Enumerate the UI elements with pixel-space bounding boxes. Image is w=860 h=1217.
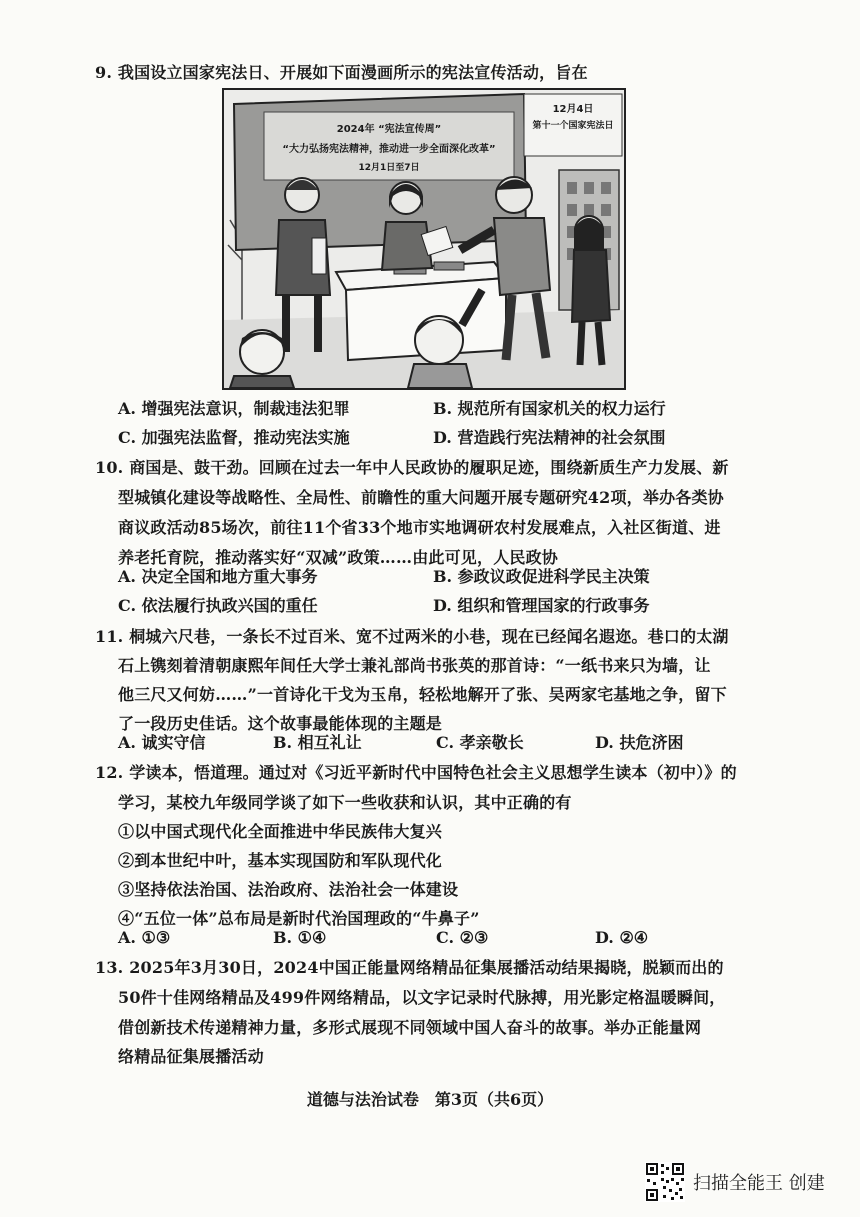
q12-item: ①以中国式现代化全面推进中华民族伟大复兴 xyxy=(118,822,443,841)
q9-option-a: A. 增强宪法意识，制裁违法犯罪 xyxy=(118,399,350,418)
q13-line: 13. 2025年3月30日，2024中国正能量网络精品征集展播活动结果揭晓，脱颖而出的 xyxy=(95,958,724,977)
q11-option-b: B. 相互礼让 xyxy=(273,733,362,752)
q12-option-d: D. ②④ xyxy=(595,928,649,947)
q13-line: 络精品征集展播活动 xyxy=(118,1047,264,1066)
page-footer: 道德与法治试卷 第3页（共6页） xyxy=(306,1090,554,1109)
comic-side-line1: 12月4日 xyxy=(552,104,594,115)
q12-item: ②到本世纪中叶，基本实现国防和军队现代化 xyxy=(118,851,443,870)
q10-option-a: A. 决定全国和地方重大事务 xyxy=(118,567,318,586)
q10-line: 商议政活动85场次，前往11个省33个地市实地调研农村发展难点，入社区街道、进 xyxy=(118,518,721,537)
q12-item: ③坚持依法治国、法治政府、法治社会一体建设 xyxy=(118,880,459,899)
q11-line: 石上镌刻着清朝康熙年间任大学士兼礼部尚书张英的那首诗：“一纸书来只为墙，让 xyxy=(118,656,711,675)
q11-option-d: D. 扶危济困 xyxy=(595,733,684,752)
q10-line: 养老托育院，推动落实好“双减”政策……由此可见，人民政协 xyxy=(118,548,559,567)
comic-side-line2: 第十一个国家宪法日 xyxy=(532,121,614,131)
q12-option-a: A. ①③ xyxy=(118,928,171,947)
q12-option-c: C. ②③ xyxy=(436,928,489,947)
q11-line: 他三尺又何妨……”一首诗化干戈为玉帛，轻松地解开了张、吴两家宅基地之争，留下 xyxy=(118,685,727,704)
q11-option-c: C. 孝亲敬长 xyxy=(436,733,524,752)
q11-option-a: A. 诚实守信 xyxy=(118,733,206,752)
q10-line: 型城镇化建设等战略性、全局性、前瞻性的重大问题开展专题研究42项，举办各类协 xyxy=(118,488,724,507)
comic-banner-line1: 2024年 “宪法宣传周” xyxy=(336,124,442,135)
q10-line: 10. 商国是、鼓干劲。回顾在过去一年中人民政协的履职足迹，围绕新质生产力发展、新 xyxy=(95,458,729,477)
q9-stem: 9. 我国设立国家宪法日、开展如下面漫画所示的宪法宣传活动，旨在 xyxy=(95,63,588,82)
qr-code-icon xyxy=(645,1162,685,1202)
q12-item: ④“五位一体”总布局是新时代治国理政的“牛鼻子” xyxy=(118,909,480,928)
scanner-label: 扫描全能王 创建 xyxy=(693,1173,825,1194)
q9-option-c: C. 加强宪法监督，推动宪法实施 xyxy=(118,428,350,447)
q9-option-d: D. 营造践行宪法精神的社会氛围 xyxy=(433,428,666,447)
comic-banner-line2: “大力弘扬宪法精神，推动进一步全面深化改革” xyxy=(282,144,496,155)
q9-comic-illustration xyxy=(222,88,626,390)
comic-banner-line3: 12月1日至7日 xyxy=(358,163,420,173)
q13-line: 借创新技术传递精神力量，多形式展现不同领域中国人奋斗的故事。举办正能量网 xyxy=(118,1018,702,1037)
q11-line: 了一段历史佳话。这个故事最能体现的主题是 xyxy=(118,714,443,733)
q10-option-b: B. 参政议政促进科学民主决策 xyxy=(433,567,650,586)
scanner-watermark xyxy=(645,1160,825,1204)
q12-line: 学习，某校九年级同学谈了如下一些收获和认识，其中正确的有 xyxy=(118,793,572,812)
q11-line: 11. 桐城六尺巷，一条长不过百米、宽不过两米的小巷，现在已经闻名遐迩。巷口的太湖 xyxy=(95,627,729,646)
q10-option-c: C. 依法履行执政兴国的重任 xyxy=(118,596,318,615)
q12-option-b: B. ①④ xyxy=(273,928,327,947)
q10-option-d: D. 组织和管理国家的行政事务 xyxy=(433,596,650,615)
q13-line: 50件十佳网络精品及499件网络精品，以文字记录时代脉搏，用光影定格温暖瞬间， xyxy=(118,988,726,1007)
q9-option-b: B. 规范所有国家机关的权力运行 xyxy=(433,399,666,418)
q12-line: 12. 学读本，悟道理。通过对《习近平新时代中国特色社会主义思想学生读本（初中）》的 xyxy=(95,763,737,782)
